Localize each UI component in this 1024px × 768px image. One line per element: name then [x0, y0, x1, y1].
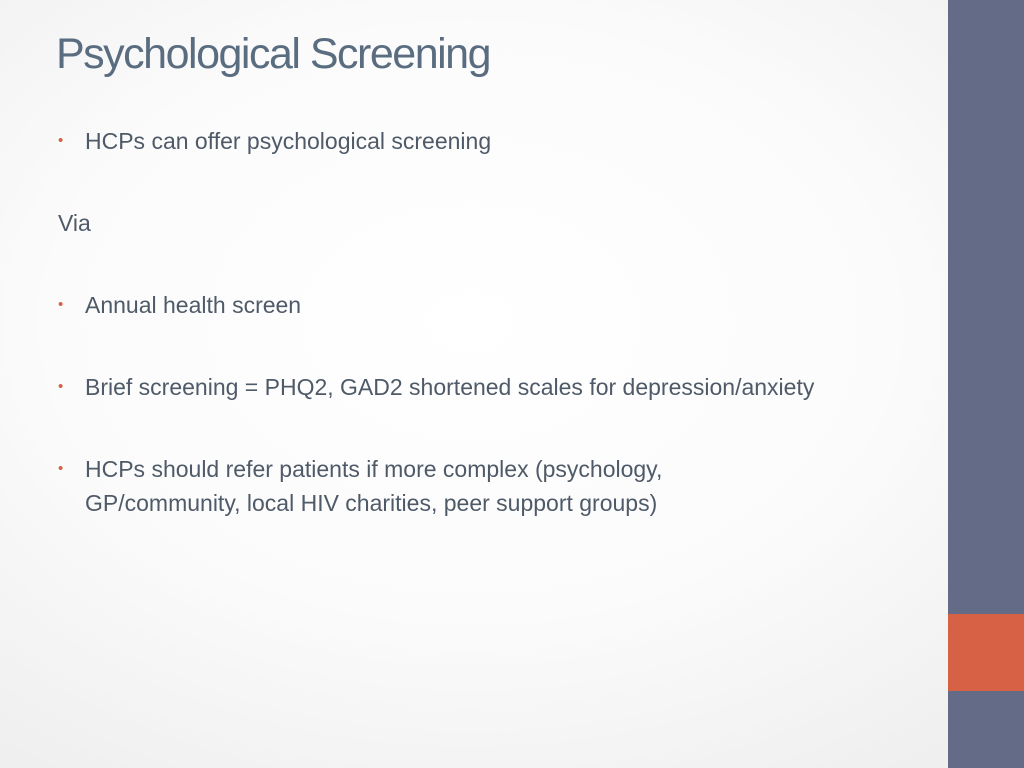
bullet-item: [58, 288, 908, 322]
bullet-text: HCPs can offer psychological screening: [85, 128, 492, 154]
bullet-icon: •: [58, 296, 64, 313]
bullet-item: [58, 124, 908, 158]
bullet-text: HCPs should refer patients if more complex (psychology, GP/community, local HIV charities, peer support groups): [85, 456, 663, 516]
bullet-item: [58, 452, 758, 520]
bullet-item: [58, 370, 908, 404]
bullet-text: Annual health screen: [85, 292, 302, 318]
bullet-icon: •: [58, 460, 64, 477]
bullet-icon: •: [58, 132, 64, 149]
side-accent-block: [948, 614, 1024, 691]
plain-paragraph: Via: [58, 210, 91, 236]
slide-title: Psychological Screening: [56, 30, 490, 78]
bullet-icon: •: [58, 378, 64, 395]
bullet-text: Brief screening = PHQ2, GAD2 shortened scales for depression/anxiety: [85, 374, 815, 400]
